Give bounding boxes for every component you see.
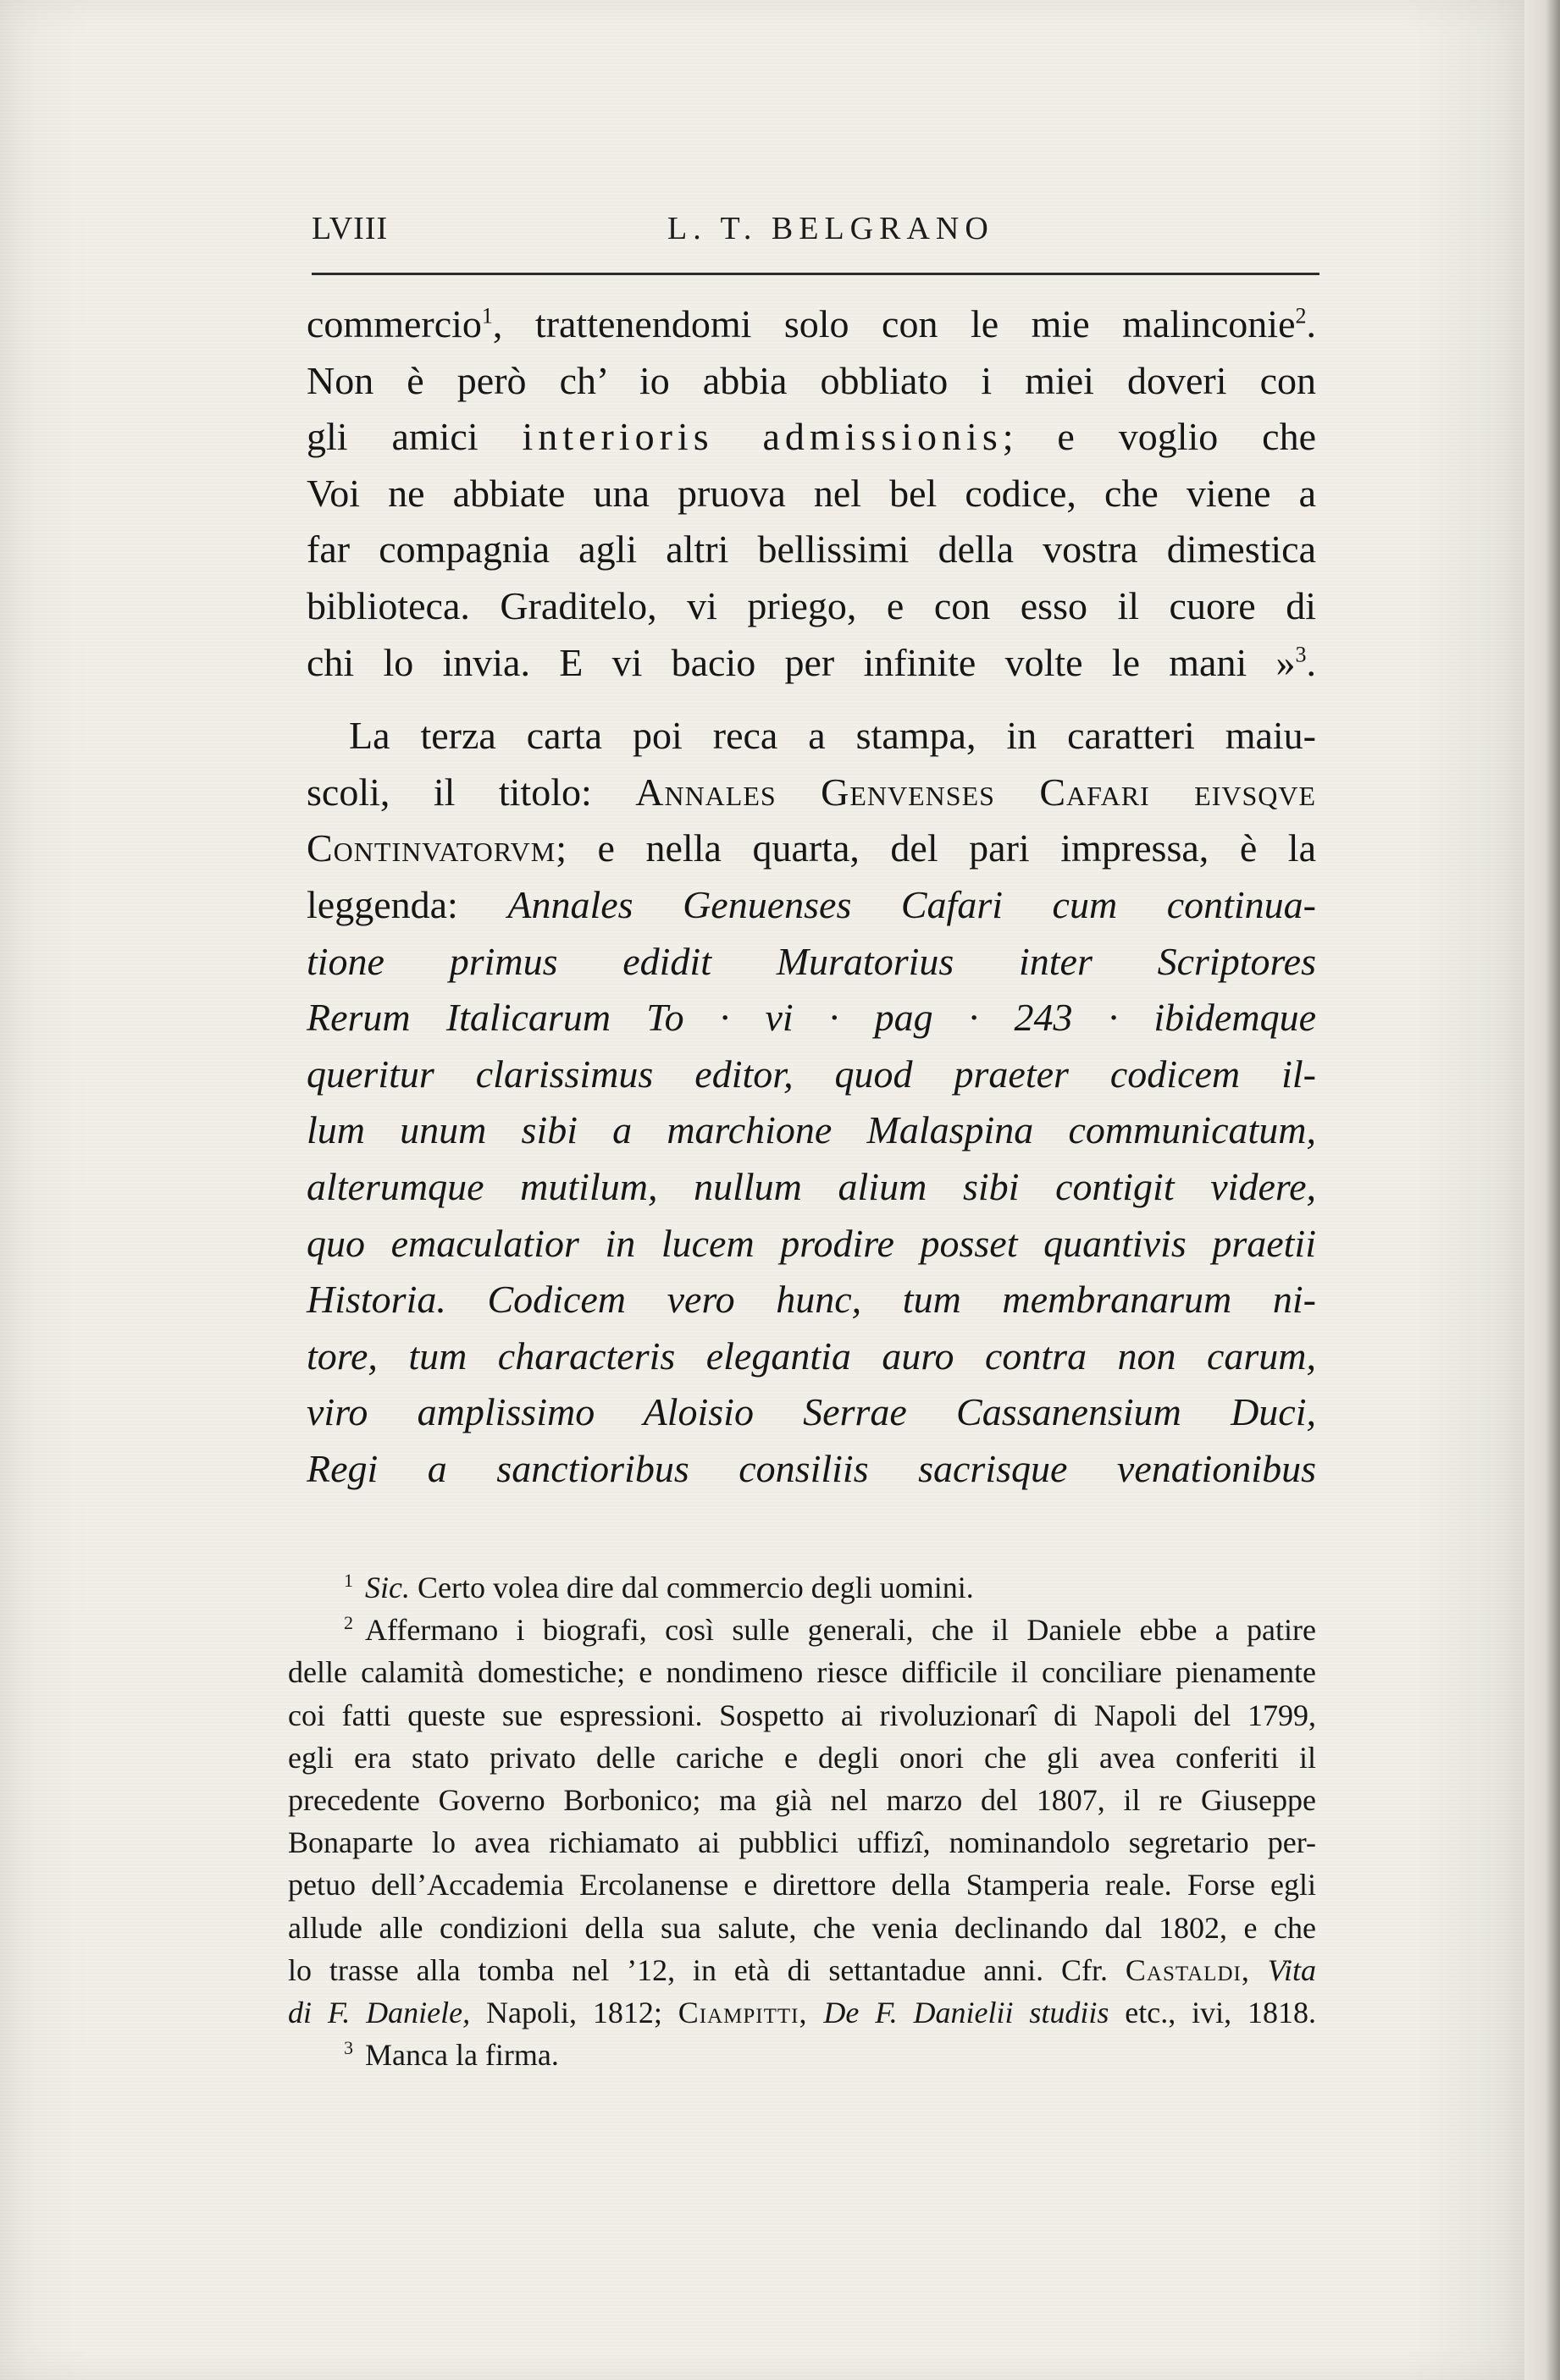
spaced-phrase: interioris admissionis (522, 415, 1003, 459)
footnote-line: petuo dell’Accademia Ercolanense e direttore della Stamperia reale. Forse egli (288, 1868, 1316, 1902)
footnote-ref: 2 (1295, 303, 1307, 329)
text-line: leggenda: Annales Genuenses Cafari cum continua- (307, 882, 1317, 926)
footnote-line: delle calamità domestiche; e nondimeno riesce difficile il conciliare pienamente (288, 1655, 1316, 1690)
footnote-line: coi fatti queste sue espressioni. Sospetto ai rivoluzionarî di Napoli del 1799, (288, 1698, 1316, 1732)
footnote-2 (288, 1609, 1316, 2034)
text-line: Regi a sanctioribus consiliis sacrisque venationibus (307, 1446, 1316, 1490)
text-line: alterumque mutilum, nullum alium sibi contigit videre, (307, 1164, 1316, 1208)
footnote-line: lo trasse alla tomba nel ’12, in età di settantadue anni. Cfr. Castaldi, Vita (288, 1952, 1316, 1987)
text-line: quo emaculatior in lucem prodire posset quantivis praetii (307, 1221, 1316, 1265)
text-line: tore, tum characteris elegantia auro contra non carum, (307, 1334, 1316, 1378)
main-text (307, 296, 1316, 1497)
paragraph-2 (307, 708, 1316, 1497)
page-number: LVIII (312, 211, 389, 246)
footnote-3 (288, 2034, 1316, 2076)
footnote-line: di F. Daniele, Napoli, 1812; Ciampitti, De F. Danielii studiis etc., ivi, 1818. (288, 1996, 1317, 2030)
footnote-ref: 1 (481, 303, 493, 329)
paragraph-1 (307, 296, 1316, 691)
text-line: Rerum Italicarum To · vi · pag · 243 · ibidemque (307, 996, 1316, 1040)
text-line: gli amici interioris admissionis; e voglio che (307, 415, 1316, 459)
footnote-mark: 1 (344, 1570, 353, 1591)
footnote-line: $^2$ Affermano i biografi, così sulle generali, che il Daniele ebbe a patire (344, 1612, 1316, 1648)
footnote-line: $^1$ Sic. Certo volea dire dal commercio degli uomini. (344, 1570, 974, 1604)
running-head (312, 203, 1318, 254)
text-line: Historia. Codicem vero hunc, tum membranarum ni- (307, 1278, 1316, 1322)
page-edge (1524, 0, 1560, 2380)
text-line: chi lo invia. E vi bacio per infinite volte le mani »$^3$. (307, 640, 1316, 684)
small-caps-title: Continvatorvm (307, 826, 556, 870)
text-line: tione primus edidit Muratorius inter Scriptores (307, 939, 1316, 983)
italic-legend: Annales Genuenses Cafari cum continua- (507, 882, 1317, 926)
footnote-line: egli era stato privato delle cariche e degli onori che gli avea conferiti il (288, 1740, 1316, 1775)
footnote-mark: 2 (344, 1612, 353, 1634)
text-line: queritur clarissimus editor, quod praeter codicem il- (307, 1052, 1316, 1096)
small-caps-title: Annales Genvenses Cafari eivsqve (635, 770, 1317, 814)
text-line: scoli, il titolo: Annales Genvenses Cafari eivsqve (307, 770, 1317, 814)
text-line: biblioteca. Graditelo, vi priego, e con esso il cuore di (307, 583, 1316, 627)
text-line: far compagnia agli altri bellissimi della vostra dimestica (307, 527, 1316, 572)
running-title: L. T. BELGRANO (667, 211, 994, 246)
footnote-1 (288, 1566, 1316, 1609)
text-line: Non è però ch’ io abbia obbliato i miei doveri con (307, 358, 1316, 402)
footnote-ref: 3 (1295, 642, 1307, 667)
footnote-mark: 3 (344, 2037, 353, 2059)
text-line: viro amplissimo Aloisio Serrae Cassanensium Duci, (307, 1390, 1316, 1434)
text-line: lum unum sibi a marchione Malaspina communicatum, (307, 1108, 1316, 1152)
footnotes (288, 1566, 1316, 2076)
footnote-line: precedente Governo Borbonico; ma già nel marzo del 1807, il re Giuseppe (288, 1783, 1316, 1818)
footnote-line: $^3$ Manca la firma. (344, 2037, 559, 2073)
footnote-line: allude alle condizioni della sua salute, che venia declinando dal 1802, e che (288, 1910, 1316, 1945)
footnote-line: Bonaparte lo avea richiamato ai pubblici uffizî, nominandolo segretario per- (288, 1825, 1316, 1860)
text-line: La terza carta poi reca a stampa, in caratteri maiu- (349, 714, 1316, 758)
text-line: commercio$^1$, trattenendomi solo con le mie malinconie$^2$. (307, 302, 1316, 345)
header-rule (312, 273, 1319, 275)
text-line: Voi ne abbiate una pruova nel bel codice, che viene a (307, 471, 1316, 515)
text-line: Continvatorvm; e nella quarta, del pari impressa, è la (307, 826, 1316, 870)
